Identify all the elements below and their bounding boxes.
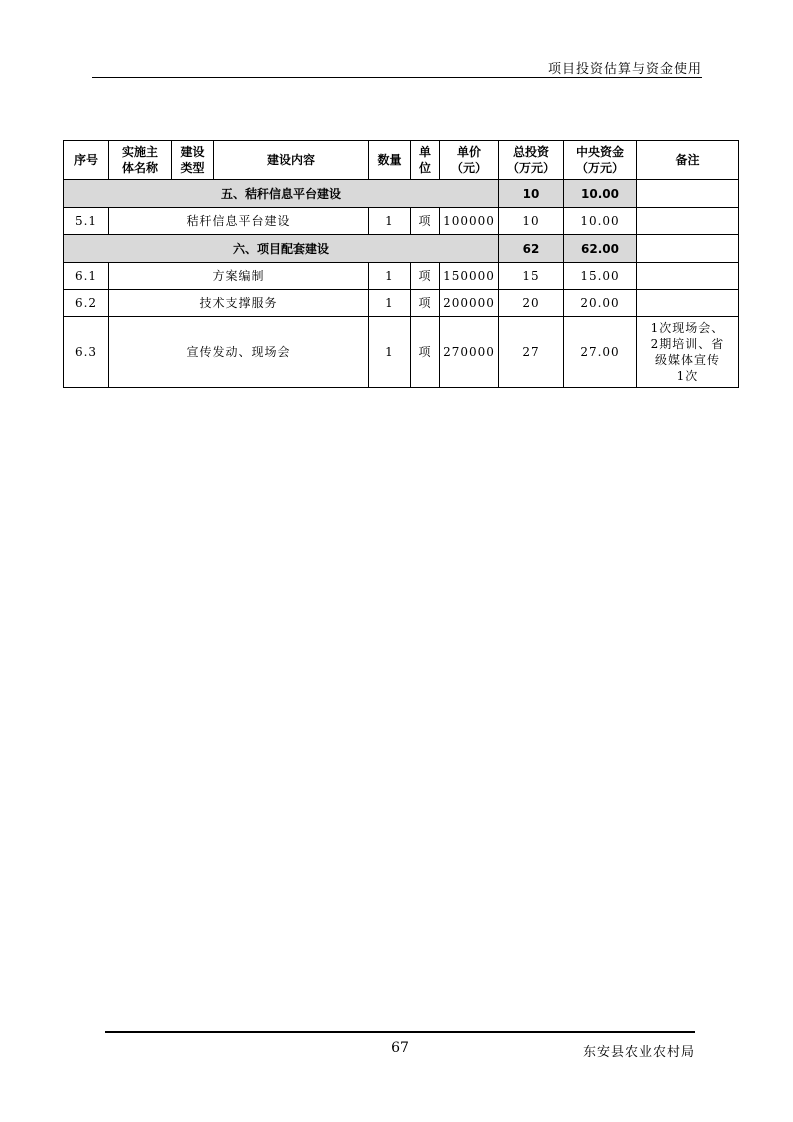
cell-remark: 1次现场会、 2期培训、省 级媒体宣传 1次 xyxy=(637,317,739,388)
table-header-row xyxy=(64,141,739,180)
table-row xyxy=(64,290,739,317)
section-title: 六、项目配套建设 xyxy=(64,235,499,263)
cell-unit: 项 xyxy=(411,263,440,290)
footer-divider xyxy=(105,1031,695,1033)
cell-remark xyxy=(637,290,739,317)
section-remark xyxy=(637,235,739,263)
cell-qty: 1 xyxy=(369,317,411,388)
cell-unit: 项 xyxy=(411,290,440,317)
section-title: 五、秸秆信息平台建设 xyxy=(64,180,499,208)
cell-price: 200000 xyxy=(440,290,499,317)
cell-total: 15 xyxy=(499,263,564,290)
cell-content: 方案编制 xyxy=(109,263,369,290)
cell-qty: 1 xyxy=(369,208,411,235)
footer-organization: 东安县农业农村局 xyxy=(582,1045,695,1060)
cell-qty: 1 xyxy=(369,263,411,290)
header-total: 总投资 （万元） xyxy=(499,141,564,180)
section-remark xyxy=(637,180,739,208)
header-entity: 实施主 体名称 xyxy=(109,141,172,180)
running-header-title: 项目投资估算与资金使用 xyxy=(547,62,702,77)
cell-total: 20 xyxy=(499,290,564,317)
cell-seq: 6.3 xyxy=(64,317,109,388)
header-unit: 单 位 xyxy=(411,141,440,180)
section-row-5 xyxy=(64,180,739,208)
cell-central: 27.00 xyxy=(564,317,637,388)
section-total: 10 xyxy=(499,180,564,208)
cell-total: 10 xyxy=(499,208,564,235)
header-remark: 备注 xyxy=(637,141,739,180)
cell-unit: 项 xyxy=(411,317,440,388)
header-seq: 序号 xyxy=(64,141,109,180)
cell-remark xyxy=(637,208,739,235)
section-central: 62.00 xyxy=(564,235,637,263)
cell-seq: 6.2 xyxy=(64,290,109,317)
cell-central: 15.00 xyxy=(564,263,637,290)
budget-table xyxy=(63,140,739,388)
cell-price: 270000 xyxy=(440,317,499,388)
cell-central: 20.00 xyxy=(564,290,637,317)
header-central: 中央资金 （万元） xyxy=(564,141,637,180)
cell-price: 150000 xyxy=(440,263,499,290)
table-row xyxy=(64,208,739,235)
header-qty: 数量 xyxy=(369,141,411,180)
cell-central: 10.00 xyxy=(564,208,637,235)
cell-price: 100000 xyxy=(440,208,499,235)
header-type: 建设 类型 xyxy=(172,141,214,180)
cell-seq: 5.1 xyxy=(64,208,109,235)
cell-remark xyxy=(637,263,739,290)
cell-content: 宣传发动、现场会 xyxy=(109,317,369,388)
cell-content: 技术支撑服务 xyxy=(109,290,369,317)
table-row xyxy=(64,263,739,290)
cell-content: 秸秆信息平台建设 xyxy=(109,208,369,235)
cell-qty: 1 xyxy=(369,290,411,317)
page-number: 67 xyxy=(391,1040,409,1056)
cell-seq: 6.1 xyxy=(64,263,109,290)
section-total: 62 xyxy=(499,235,564,263)
header-content: 建设内容 xyxy=(214,141,369,180)
header-divider xyxy=(92,77,702,78)
table-row xyxy=(64,317,739,388)
section-row-6 xyxy=(64,235,739,263)
cell-total: 27 xyxy=(499,317,564,388)
section-central: 10.00 xyxy=(564,180,637,208)
header-price: 单价 （元） xyxy=(440,141,499,180)
cell-unit: 项 xyxy=(411,208,440,235)
